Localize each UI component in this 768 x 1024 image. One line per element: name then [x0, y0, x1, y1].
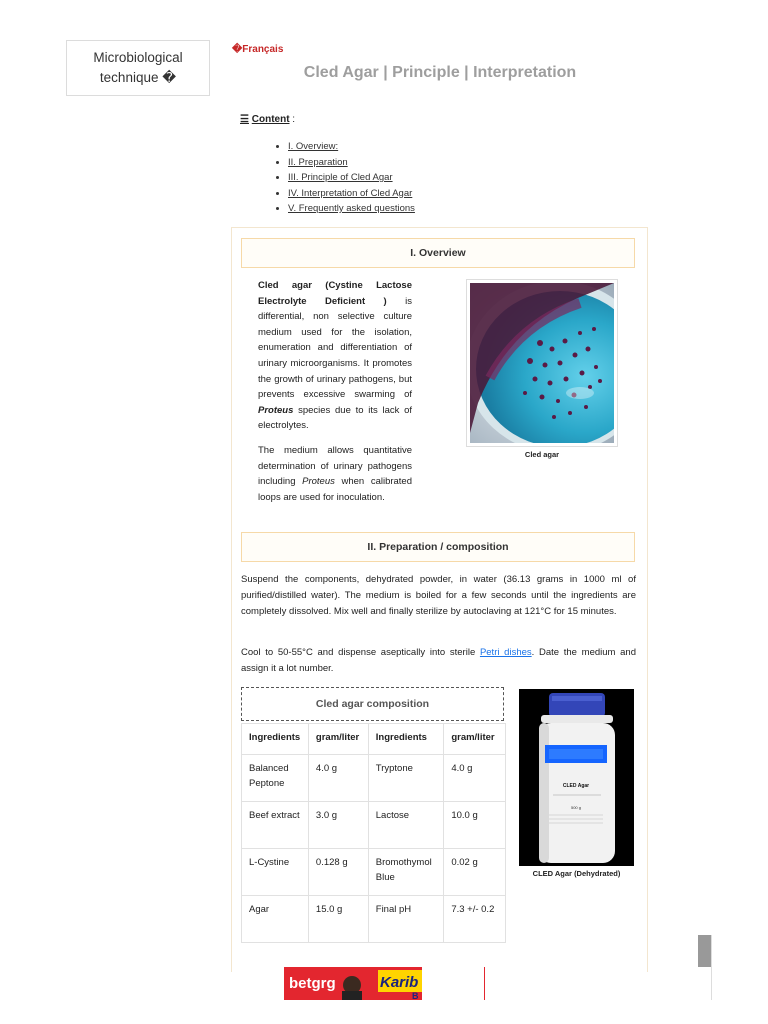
- overview-p2-text-b: when calibrated loops are used for inoculation.: [258, 476, 413, 503]
- petri-dishes-link[interactable]: Petri dishes: [479, 647, 532, 658]
- toc-label: Content: [251, 114, 290, 125]
- toc-item: [288, 170, 415, 186]
- table-cell: 4.0 g: [308, 755, 368, 802]
- advertisement-banner[interactable]: [284, 967, 422, 1000]
- overview-p2-text-a: The medium allows quantitative determination of urinary pathogens including: [258, 444, 412, 488]
- toc-item: [288, 139, 415, 155]
- overview-p1-text-b: species due to its lack of electrolytes.: [258, 404, 412, 432]
- overview-proteus-2: Proteus: [302, 476, 335, 488]
- table-cell: 0.02 g: [444, 849, 506, 896]
- toc-item: [288, 186, 415, 202]
- toc-link-interpretation[interactable]: IV. Interpretation of Cled Agar: [288, 187, 413, 199]
- cled-agar-plate-image: [470, 283, 614, 443]
- toc-item: [288, 155, 415, 171]
- table-cell: Final pH: [368, 896, 444, 943]
- cled-agar-product-image: [519, 689, 634, 866]
- overview-paragraph-2: [258, 443, 412, 505]
- preparation-paragraph-1: Suspend the components, dehydrated powder, in water (36.13 grams in 1000 ml of purified/distilled water). The medium is boiled for a few seconds until the ingredients are completely dissolved. Mix well and finally sterilize by autoclaving at 121°C for 15 minutes.: [241, 574, 636, 617]
- table-row: [242, 802, 506, 849]
- table-cell: 3.0 g: [308, 802, 368, 849]
- section-heading-overview: I. Overview: [241, 238, 635, 268]
- toc-link-overview[interactable]: I. Overview:: [288, 141, 339, 152]
- overview-paragraph-1: [258, 278, 412, 434]
- toc-link-principle[interactable]: III. Principle of Cled Agar: [288, 172, 393, 183]
- table-cell: 10.0 g: [444, 802, 506, 849]
- composition-title: Cled agar composition: [241, 687, 504, 721]
- table-cell: 0.128 g: [308, 849, 368, 896]
- table-cell: Agar: [242, 896, 309, 943]
- overview-term: Cled agar (Cystine Lactose Electrolyte Deficient ): [258, 280, 412, 307]
- table-header-cell: gram/liter: [308, 724, 368, 755]
- table-cell: 4.0 g: [444, 755, 506, 802]
- table-row: [242, 849, 506, 896]
- language-link-francais[interactable]: �Français: [232, 44, 284, 55]
- table-row: [242, 755, 506, 802]
- product-label-text: CLED Agar: [562, 783, 590, 789]
- table-cell: Tryptone: [368, 755, 444, 802]
- toc-header: [240, 114, 295, 125]
- toc-item: [288, 201, 415, 217]
- toc-link-faq[interactable]: V. Frequently asked questions: [288, 203, 415, 214]
- table-cell: 7.3 +/- 0.2: [444, 896, 506, 943]
- toc-icon: ☰: [240, 114, 249, 125]
- ad-sub-text: B: [412, 991, 419, 1000]
- cled-agar-figure: [466, 279, 618, 447]
- overview-text: [258, 278, 412, 514]
- sidebar-category-line2: technique �: [99, 70, 177, 85]
- composition-table: [241, 723, 506, 943]
- preparation-p2-text-b: . Date the medium and assign it a lot number.: [241, 647, 636, 674]
- table-header-cell: gram/liter: [444, 724, 506, 755]
- preparation-paragraph-2: [241, 645, 636, 677]
- page-title: Cled Agar | Principle | Interpretation: [303, 64, 577, 81]
- table-header-cell: Ingredients: [368, 724, 444, 755]
- product-weight-text: 500 g: [570, 805, 582, 810]
- sidebar-category-line1: Microbiological: [93, 50, 183, 65]
- table-cell: Balanced Peptone: [242, 755, 309, 802]
- table-header-cell: Ingredients: [242, 724, 309, 755]
- ad-divider: [484, 967, 485, 1000]
- table-cell: Bromothymol Blue: [368, 849, 444, 896]
- table-cell: 15.0 g: [308, 896, 368, 943]
- overview-proteus-1: Proteus: [258, 404, 294, 416]
- table-cell: L-Cystine: [242, 849, 309, 896]
- table-header-row: [242, 724, 506, 755]
- figure-caption-product: CLED Agar (Dehydrated): [532, 869, 621, 878]
- section-heading-preparation: II. Preparation / composition: [241, 532, 635, 562]
- ad-brand-text: betgrg: [289, 975, 336, 992]
- overview-p1-text-a: is differential, non selective culture medium used for the isolation, enumeration and differentiation of urinary microorganisms. It promotes the growth of urinary pathogens, but prevents excessive swarming of: [258, 295, 413, 401]
- scrollbar-thumb[interactable]: [698, 935, 711, 967]
- table-cell: Beef extract: [242, 802, 309, 849]
- preparation-p2-text-a: Cool to 50-55°C and dispense aseptically into sterile: [241, 647, 480, 658]
- table-row: [242, 896, 506, 943]
- sidebar-category-box[interactable]: [66, 40, 210, 96]
- toc-list: [276, 139, 415, 217]
- toc-colon: :: [289, 114, 296, 125]
- scrollbar-track[interactable]: [711, 935, 712, 1000]
- ad-slogan-text: Karib: [380, 974, 419, 991]
- figure-caption-cled-agar: Cled agar: [524, 450, 560, 459]
- toc-link-preparation[interactable]: II. Preparation: [288, 156, 348, 168]
- table-cell: Lactose: [368, 802, 444, 849]
